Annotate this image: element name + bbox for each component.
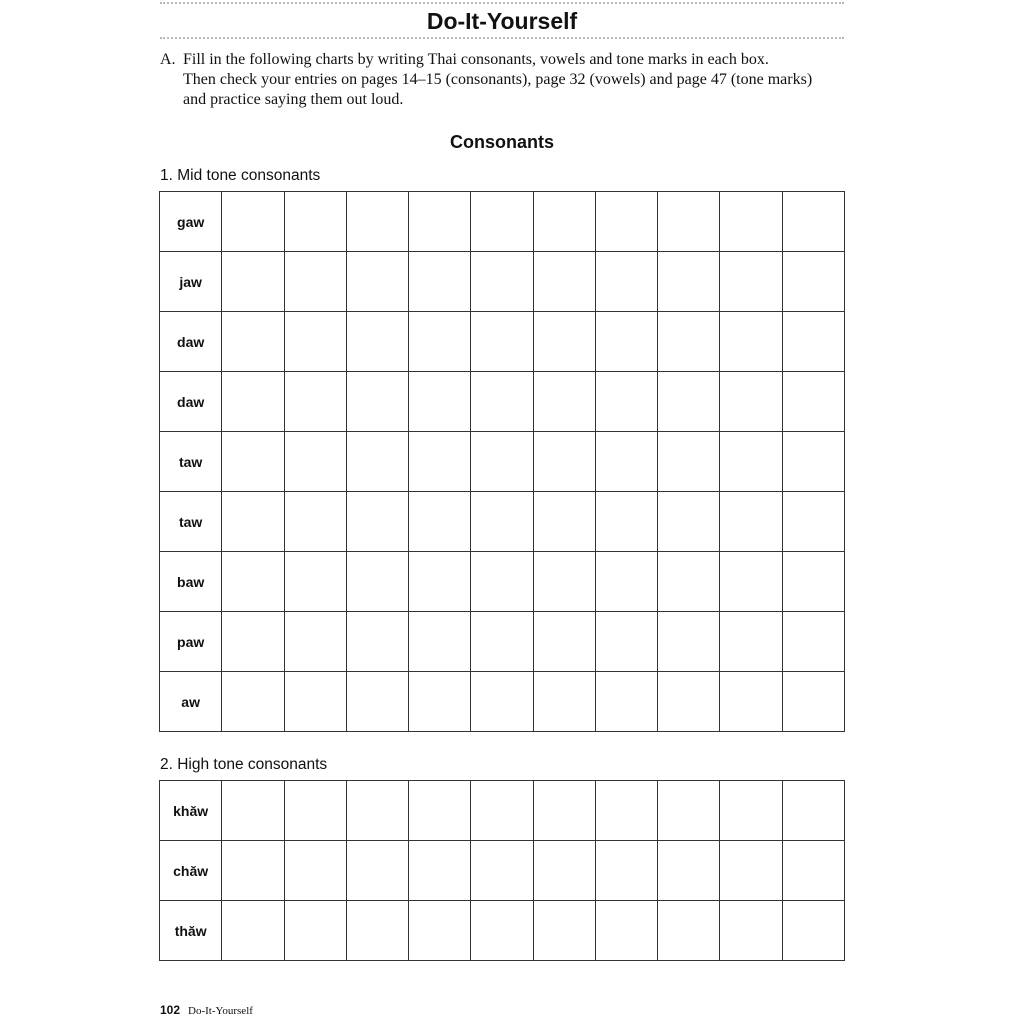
answer-box[interactable]	[222, 312, 284, 372]
answer-box[interactable]	[782, 192, 844, 252]
running-title: Do-It-Yourself	[188, 1005, 253, 1017]
chart-row	[160, 552, 845, 612]
answer-box[interactable]	[409, 192, 471, 252]
answer-box[interactable]	[782, 372, 844, 432]
answer-box[interactable]	[595, 492, 657, 552]
answer-box[interactable]	[658, 781, 720, 841]
answer-box[interactable]	[409, 492, 471, 552]
row-label: aw	[160, 672, 222, 732]
answer-box[interactable]	[782, 312, 844, 372]
answer-box[interactable]	[471, 372, 533, 432]
answer-box[interactable]	[471, 492, 533, 552]
answer-box[interactable]	[409, 432, 471, 492]
answer-box[interactable]	[409, 781, 471, 841]
instruction-line: Then check your entries on pages 14–15 (consonants), page 32 (vowels) and page 47 (tone marks)	[183, 71, 813, 88]
answer-box[interactable]	[409, 312, 471, 372]
answer-box[interactable]	[782, 432, 844, 492]
answer-box[interactable]	[533, 781, 595, 841]
chart-row	[160, 612, 845, 672]
answer-box[interactable]	[346, 552, 408, 612]
chart-row	[160, 432, 845, 492]
answer-box[interactable]	[222, 372, 284, 432]
answer-box[interactable]	[471, 781, 533, 841]
title-rule-bottom	[160, 37, 844, 39]
answer-box[interactable]	[222, 781, 284, 841]
answer-box[interactable]	[595, 612, 657, 672]
answer-box[interactable]	[720, 192, 782, 252]
answer-box[interactable]	[284, 612, 346, 672]
answer-box[interactable]	[222, 672, 284, 732]
answer-box[interactable]	[284, 432, 346, 492]
answer-box[interactable]	[471, 841, 533, 901]
answer-box[interactable]	[595, 552, 657, 612]
answer-box[interactable]	[346, 252, 408, 312]
answer-box[interactable]	[222, 432, 284, 492]
answer-box[interactable]	[346, 901, 408, 961]
answer-box[interactable]	[222, 901, 284, 961]
answer-box[interactable]	[595, 781, 657, 841]
answer-box[interactable]	[533, 372, 595, 432]
answer-box[interactable]	[346, 372, 408, 432]
mid-tone-chart	[159, 191, 845, 732]
answer-box[interactable]	[222, 192, 284, 252]
answer-box[interactable]	[658, 841, 720, 901]
answer-box[interactable]	[720, 252, 782, 312]
answer-box[interactable]	[284, 372, 346, 432]
answer-box[interactable]	[782, 612, 844, 672]
answer-box[interactable]	[533, 552, 595, 612]
answer-box[interactable]	[533, 841, 595, 901]
answer-box[interactable]	[222, 612, 284, 672]
answer-box[interactable]	[222, 252, 284, 312]
chart-row	[160, 252, 845, 312]
answer-box[interactable]	[658, 612, 720, 672]
answer-box[interactable]	[284, 841, 346, 901]
answer-box[interactable]	[284, 781, 346, 841]
answer-box[interactable]	[409, 672, 471, 732]
answer-box[interactable]	[782, 841, 844, 901]
answer-box[interactable]	[782, 781, 844, 841]
section-title: Consonants	[449, 132, 554, 152]
answer-box[interactable]	[471, 901, 533, 961]
answer-box[interactable]	[346, 192, 408, 252]
answer-box[interactable]	[720, 901, 782, 961]
answer-box[interactable]	[346, 432, 408, 492]
row-label: daw	[160, 312, 222, 372]
answer-box[interactable]	[720, 841, 782, 901]
answer-box[interactable]	[222, 492, 284, 552]
answer-box[interactable]	[782, 492, 844, 552]
answer-box[interactable]	[533, 901, 595, 961]
answer-box[interactable]	[284, 552, 346, 612]
chart-row	[160, 492, 845, 552]
page-footer	[160, 1003, 253, 1017]
answer-box[interactable]	[782, 901, 844, 961]
answer-box[interactable]	[409, 612, 471, 672]
answer-box[interactable]	[533, 432, 595, 492]
high-tone-chart	[159, 780, 845, 961]
answer-box[interactable]	[284, 901, 346, 961]
answer-box[interactable]	[471, 312, 533, 372]
answer-box[interactable]	[409, 552, 471, 612]
answer-box[interactable]	[471, 672, 533, 732]
row-label: baw	[160, 552, 222, 612]
answer-box[interactable]	[471, 252, 533, 312]
answer-box[interactable]	[658, 492, 720, 552]
answer-box[interactable]	[720, 781, 782, 841]
answer-box[interactable]	[533, 312, 595, 372]
row-label: paw	[160, 612, 222, 672]
answer-box[interactable]	[409, 901, 471, 961]
answer-box[interactable]	[471, 552, 533, 612]
answer-box[interactable]	[533, 672, 595, 732]
instruction-label: A.	[160, 51, 176, 68]
answer-box[interactable]	[595, 312, 657, 372]
answer-box[interactable]	[284, 312, 346, 372]
answer-box[interactable]	[284, 672, 346, 732]
answer-box[interactable]	[720, 372, 782, 432]
answer-box[interactable]	[346, 781, 408, 841]
answer-box[interactable]	[658, 312, 720, 372]
answer-box[interactable]	[284, 492, 346, 552]
answer-box[interactable]	[595, 252, 657, 312]
answer-box[interactable]	[595, 192, 657, 252]
row-label: taw	[160, 432, 222, 492]
chart-row	[160, 901, 845, 961]
chart-row	[160, 192, 845, 252]
answer-box[interactable]	[782, 252, 844, 312]
instruction-line: and practice saying them out loud.	[183, 91, 404, 108]
answer-box[interactable]	[346, 312, 408, 372]
answer-box[interactable]	[471, 432, 533, 492]
page-title: Do-It-Yourself	[426, 8, 578, 34]
answer-box[interactable]	[658, 432, 720, 492]
page-number: 102	[160, 1003, 181, 1017]
answer-box[interactable]	[284, 252, 346, 312]
chart-row	[160, 781, 845, 841]
answer-box[interactable]	[658, 192, 720, 252]
answer-box[interactable]	[720, 492, 782, 552]
answer-box[interactable]	[222, 841, 284, 901]
answer-box[interactable]	[782, 552, 844, 612]
answer-box[interactable]	[346, 672, 408, 732]
answer-box[interactable]	[720, 312, 782, 372]
answer-box[interactable]	[720, 432, 782, 492]
answer-box[interactable]	[346, 841, 408, 901]
answer-box[interactable]	[409, 252, 471, 312]
answer-box[interactable]	[720, 612, 782, 672]
answer-box[interactable]	[533, 612, 595, 672]
answer-box[interactable]	[409, 372, 471, 432]
answer-box[interactable]	[595, 901, 657, 961]
answer-box[interactable]	[284, 192, 346, 252]
answer-box[interactable]	[346, 492, 408, 552]
answer-box[interactable]	[533, 192, 595, 252]
answer-box[interactable]	[346, 612, 408, 672]
answer-box[interactable]	[222, 552, 284, 612]
chart-row	[160, 672, 845, 732]
chart-row	[160, 372, 845, 432]
high-tone-heading: 2. High tone consonants	[160, 756, 328, 773]
row-label: daw	[160, 372, 222, 432]
chart-row	[160, 312, 845, 372]
answer-box[interactable]	[595, 372, 657, 432]
answer-box[interactable]	[658, 372, 720, 432]
answer-box[interactable]	[471, 612, 533, 672]
answer-box[interactable]	[595, 841, 657, 901]
answer-box[interactable]	[658, 672, 720, 732]
answer-box[interactable]	[782, 672, 844, 732]
answer-box[interactable]	[471, 192, 533, 252]
answer-box[interactable]	[533, 252, 595, 312]
answer-box[interactable]	[595, 672, 657, 732]
row-label: chăw	[160, 841, 222, 901]
title-rule-top	[160, 2, 844, 4]
answer-box[interactable]	[409, 841, 471, 901]
row-label: gaw	[160, 192, 222, 252]
answer-box[interactable]	[720, 672, 782, 732]
answer-box[interactable]	[658, 552, 720, 612]
row-label: jaw	[160, 252, 222, 312]
instruction-line: Fill in the following charts by writing Thai consonants, vowels and tone marks in each box.	[183, 51, 769, 68]
answer-box[interactable]	[658, 252, 720, 312]
answer-box[interactable]	[595, 432, 657, 492]
answer-box[interactable]	[533, 492, 595, 552]
row-label: thăw	[160, 901, 222, 961]
mid-tone-heading: 1. Mid tone consonants	[160, 167, 321, 184]
answer-box[interactable]	[720, 552, 782, 612]
row-label: khăw	[160, 781, 222, 841]
answer-box[interactable]	[658, 901, 720, 961]
row-label: taw	[160, 492, 222, 552]
chart-row	[160, 841, 845, 901]
